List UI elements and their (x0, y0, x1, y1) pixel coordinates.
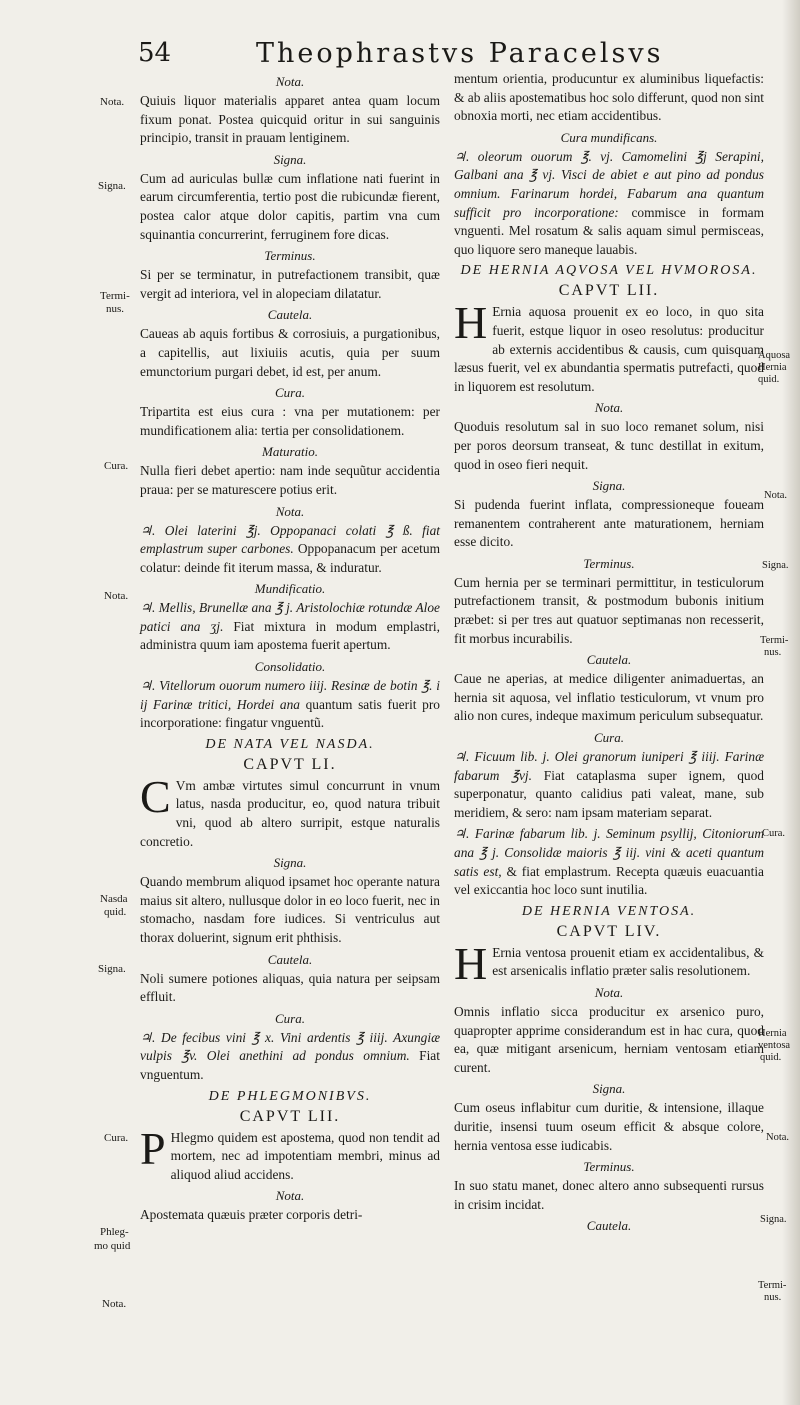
margin-note: quid. (760, 1052, 782, 1063)
margin-note: ventosa (758, 1040, 791, 1051)
subheading: Maturatio. (262, 444, 318, 460)
margin-note: Cura. (762, 828, 786, 839)
recipe-instructions: Fiat vnguentum. (140, 1048, 440, 1082)
recipe-paragraph (140, 599, 440, 655)
paragraph: Cum hernia per se terminari permittitur, in testiculorum putrefactionem transit, & postmodum bubonis initium præbet: si per tres aut quatuor septimanas non recesserit, fit morbus incurabilis. (454, 574, 764, 646)
drop-cap-initial: C (140, 770, 171, 822)
chapter-opening-paragraph (140, 770, 440, 851)
margin-note: mo quid (94, 1240, 131, 1252)
subheading: Terminus. (583, 1159, 635, 1175)
margin-note: Cura. (104, 1132, 129, 1144)
margin-note: nus. (764, 1292, 782, 1303)
drop-cap-initial: H (454, 937, 488, 989)
subheading: Mundificatio. (254, 581, 326, 597)
recipe-instructions: Fiat cataplasma super ignem, quod superponatur, quanto calidius pati valeat, mane, sub meridiem, & sero: nam ipsam materiam separat. (454, 767, 764, 820)
chapter-opening-paragraph (454, 297, 764, 396)
subheading: Consolidatio. (254, 659, 326, 675)
margin-note: nus. (764, 647, 782, 658)
subheading: Cura. (275, 1010, 305, 1026)
margin-note: Termi- (758, 1280, 787, 1291)
paragraph: mentum orientia, producuntur ex aluminibus liquefactis: & ab aliis apostematibus hoc solo differunt, quod non sint obnoxia morti, nec etiam accidentibus. (454, 71, 764, 124)
chapter-title: CAPVT LI. (243, 755, 337, 773)
recipe-paragraph (454, 748, 764, 822)
subheading: Nota. (594, 984, 624, 1000)
recipe-ingredients: ♃. De fecibus vini ℥ x. Vini ardentis ℥ iiij. Axungiæ vulpis ℥v. Olei anethini ad pondus omnium. (140, 1029, 440, 1064)
paragraph: Quando membrum aliquod ipsamet hoc operante natura maius sit altero, nullusque dolor in eo loco fuerit, nec in stomacho, nasdam fore iudices. Si ventriculus aut thorax doluerint, signum erit phthisis. (140, 874, 440, 945)
recipe-ingredients: ♃. Vitellorum ouorum numero iiij. Resinæ de botin ℥. i ij Farinæ tritici, Hordei ana (140, 678, 440, 712)
paragraph: Nulla fieri debet apertio: nam inde sequũtur accidentia praua: per se maturescere potius erit. (140, 463, 440, 497)
subheading: Nota. (594, 400, 624, 416)
recipe-ingredients: ♃. Ficuum lib. j. Olei granorum iuniperi ℥ iiij. Farinæ fabarum ℥vj. (454, 749, 764, 783)
chapter-title: CAPVT LII. (558, 282, 660, 300)
section-title: DE HERNIA VENTOSA. (521, 903, 697, 919)
paragraph: In suo statu manet, donec altero anno subsequenti rursus in crisim incidat. (454, 1178, 764, 1212)
paragraph: Cum ad auriculas bullæ cum inflatione nati fuerint in earum circumferentia, tertio post die rubicundæ fierent, postea calor atque dolor capitis, partim vna cum squinantia concurrerint, ferruginem fore dicas. (140, 170, 440, 242)
recipe-ingredients: ♃. Mellis, Brunellæ ana ℥ j. Aristolochiæ rotundæ Aloe patici ana ʒj. (140, 600, 440, 634)
subheading: Cautela. (586, 1218, 632, 1234)
running-title: Theophrastvs Paracelsvs (256, 38, 664, 69)
margin-note: Signa. (98, 180, 126, 192)
recipe-paragraph (454, 148, 764, 260)
subheading: Signa. (592, 1081, 626, 1097)
recipe-instructions: & fiat emplastrum. Recepta quæuis euacuantia vel exiccantia hoc loco sunt inutilia. (454, 863, 764, 898)
recipe-paragraph (140, 522, 440, 578)
paragraph: Tripartita est eius cura : vna per mutationem: per mundificationem alia: tertia per consolidationem. (140, 404, 440, 438)
recipe-ingredients: ♃. Farinæ fabarum lib. j. Seminum psyllij, Citoniorum ana ℥ j. Consolidæ maioris ℥ iij. vini & aceti quantum satis est, (454, 826, 764, 879)
margin-note: Signa. (98, 963, 126, 975)
margin-note: quid. (758, 374, 780, 385)
section-title: DE HERNIA AQVOSA VEL HVMOROSA. (460, 263, 758, 279)
paragraph: Quoduis resolutum sal in suo loco remanet solum, nisi per poros deorsum transeat, & tunc destillat in exitum, quod in oseo fieri nequit. (454, 419, 764, 472)
paragraph: Si pudenda fuerint inflata, compressioneque foueam remanentem contraherent ante maturationem, herniam esse dicito. (454, 497, 764, 550)
paragraph-text: Hlegmo quidem est apostema, quod non tendit ad mortem, nec ad impotentiam membri, minus ad aliquod aliud accidens. (170, 1129, 440, 1182)
subheading: Signa. (273, 855, 307, 871)
recipe-ingredients: ♃. oleorum ouorum ℥. vj. Camomelini ℥j Serapini, Galbani ana ℥ vj. Visci de abiet e aut pino ad pondus omnium. Farinarum hordei, Fabarum ana quantum sufficit pro incorporatione: (454, 148, 764, 220)
subheading: Cura mundificans. (560, 129, 658, 145)
paragraph: Caue ne aperias, at medice diligenter animaduertas, an hernia sit aquosa, vel inflatio testiculorum, vt vnum pro alio non cures, indeque maximum periculum subsequatur. (454, 671, 764, 724)
recipe-ingredients: ♃. Olei laterini ℥j. Oppopanaci colati ℥ ß. fiat emplastrum super carbones. (140, 522, 440, 557)
margin-note: Termi- (100, 290, 130, 302)
margin-note: quid. (104, 906, 127, 918)
chapter-opening-paragraph (454, 937, 764, 989)
margin-note: Nota. (102, 1298, 127, 1310)
margin-note: Signa. (762, 560, 789, 571)
subheading: Nota. (275, 503, 305, 519)
paragraph: Cum oseus inflabitur cum duritie, & intensione, illaque duritie, insensi tuum oseum efficit & absque colore, hernia ventosa esse iudicabis. (454, 1100, 764, 1153)
paragraph: Omnis inflatio sicca producitur ex arsenico puro, quapropter apprime considerandum est in hac cura, quod ea, quæ mitigant arsenicum, herniam ventosam etiam curent. (454, 1003, 764, 1075)
subheading: Nota. (275, 74, 305, 89)
right-text-column (454, 70, 764, 1236)
recipe-paragraph (454, 825, 764, 899)
margin-note: Termi- (760, 635, 789, 646)
section-title: DE NATA VEL NASDA. (205, 736, 375, 752)
margin-note: Hernia (758, 362, 787, 373)
subheading: Cura. (275, 385, 305, 401)
margin-note: Nota. (100, 96, 125, 108)
recipe-instructions: commisce in formam vnguenti. Mel rosatum & salis aquam simul permisceas, quo liquore sero maneque lauabis. (454, 204, 764, 257)
subheading: Terminus. (583, 555, 635, 571)
drop-cap-initial: P (140, 1122, 166, 1174)
left-text-column (140, 70, 440, 1225)
chapter-title: CAPVT LII. (239, 1107, 341, 1125)
subheading: Nota. (275, 1188, 305, 1204)
margin-note: Nasda (100, 893, 128, 905)
margin-note: Nota. (764, 490, 788, 501)
margin-note: Phleg- (100, 1226, 129, 1238)
chapter-opening-paragraph (140, 1122, 440, 1185)
margin-note: nus. (106, 303, 125, 315)
subheading: Cautela. (586, 652, 632, 668)
margin-note: Cura. (104, 460, 129, 472)
drop-cap-initial: H (454, 297, 488, 349)
subheading: Cautela. (267, 951, 313, 967)
subheading: Signa. (592, 478, 626, 494)
paragraph: Apostemata quæuis præter corporis detri- (140, 1207, 363, 1223)
paragraph-text: Ernia ventosa prouenit etiam ex accidentalibus, & est arsenicalis inflatio præter salis resolutionem. (492, 944, 764, 979)
paragraph: Noli sumere potiones aliquas, quia natura per seipsam effluit. (140, 970, 440, 1005)
margin-note: Nota. (766, 1132, 790, 1143)
margin-note: Hernia (758, 1028, 787, 1039)
page-gutter-shadow (782, 0, 800, 1405)
recipe-instructions: quantum satis fuerit pro incorporatione: fingatur vnguentũ. (140, 696, 440, 731)
subheading: Terminus. (264, 248, 316, 264)
paragraph: Si per se terminatur, in putrefactionem transibit, quæ vergit ad interiora, vel in alopeciam dilatatur. (140, 267, 440, 301)
paragraph: Quiuis liquor materialis apparet antea quam locum fixum ponat. Postea quicquid oritur in sui sanguinis principio, transit in prauam lentiginem. (140, 93, 440, 146)
paragraph: Caueas ab aquis fortibus & corrosiuis, a purgationibus, a capitellis, aut lixiuiis acutis, quia per suum emunctorium purgari debet, id est, per anum. (140, 326, 440, 379)
chapter-title: CAPVT LIV. (556, 922, 662, 940)
section-title: DE PHLEGMONIBVS. (208, 1088, 372, 1104)
recipe-paragraph (140, 1029, 440, 1085)
running-header (138, 38, 664, 70)
subheading: Cura. (594, 730, 624, 746)
page-number: 54 (138, 38, 172, 68)
recipe-instructions: Oppopanacum per acetum colatur: deinde fit iterum massa, & induratur. (140, 541, 441, 575)
paragraph-text: Ernia aquosa prouenit ex eo loco, in quo sita fuerit, estque liquor in oseo resolutus: producitur ab externis accidentibus & causis, cum quisquam læsus fuerit, vel ex abundantia spermatis putrefacti, quod in liquorem est resolutum. (454, 304, 764, 394)
margin-note: Aquosa (758, 350, 791, 361)
recipe-paragraph (140, 677, 440, 733)
paragraph-text: Vm ambæ virtutes simul concurrunt in vnum latus, nasda producitur, eo, quod natura tribuit vni, quod ab altero surripit, estque naturalis concretio. (140, 777, 440, 849)
subheading: Signa. (273, 151, 307, 167)
margin-note: Signa. (760, 1214, 787, 1225)
subheading: Cautela. (267, 307, 313, 323)
margin-note: Nota. (104, 590, 129, 602)
recipe-instructions: Fiat mixtura in modum emplastri, administra quum iam apostema fuerit apertum. (140, 618, 440, 653)
